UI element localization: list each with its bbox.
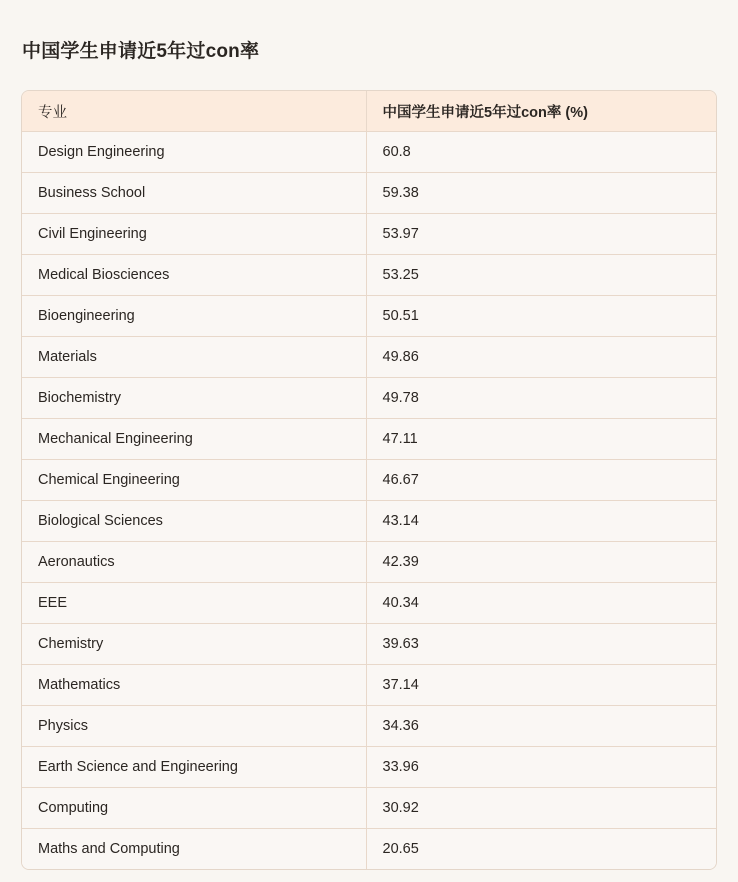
header-rate: 中国学生申请近5年过con率 (%) — [366, 91, 716, 132]
cell-major: Medical Biosciences — [22, 255, 366, 296]
cell-rate: 30.92 — [366, 788, 716, 829]
cell-rate: 20.65 — [366, 829, 716, 870]
table-row — [22, 255, 716, 296]
cell-major: Mechanical Engineering — [22, 419, 366, 460]
table-row — [22, 460, 716, 501]
cell-rate: 49.86 — [366, 337, 716, 378]
table-row — [22, 624, 716, 665]
cell-rate: 46.67 — [366, 460, 716, 501]
table-row — [22, 583, 716, 624]
cell-rate: 40.34 — [366, 583, 716, 624]
table-row — [22, 173, 716, 214]
cell-rate: 47.11 — [366, 419, 716, 460]
cell-rate: 37.14 — [366, 665, 716, 706]
table-row — [22, 214, 716, 255]
table-row — [22, 296, 716, 337]
cell-rate: 53.25 — [366, 255, 716, 296]
cell-major: Design Engineering — [22, 132, 366, 173]
table-row — [22, 665, 716, 706]
cell-major: Bioengineering — [22, 296, 366, 337]
cell-rate: 59.38 — [366, 173, 716, 214]
cell-rate: 39.63 — [366, 624, 716, 665]
table-header-row — [22, 91, 716, 132]
cell-rate: 42.39 — [366, 542, 716, 583]
table-row — [22, 132, 716, 173]
table-row — [22, 419, 716, 460]
table-row — [22, 829, 716, 870]
cell-major: Chemistry — [22, 624, 366, 665]
cell-major: Biological Sciences — [22, 501, 366, 542]
cell-major: Civil Engineering — [22, 214, 366, 255]
table-row — [22, 788, 716, 829]
cell-major: Business School — [22, 173, 366, 214]
cell-rate: 49.78 — [366, 378, 716, 419]
table-row — [22, 337, 716, 378]
cell-rate: 33.96 — [366, 747, 716, 788]
cell-major: Chemical Engineering — [22, 460, 366, 501]
table-row — [22, 378, 716, 419]
cell-rate: 50.51 — [366, 296, 716, 337]
cell-major: Computing — [22, 788, 366, 829]
data-table-container — [21, 90, 717, 870]
table-row — [22, 747, 716, 788]
cell-major: Earth Science and Engineering — [22, 747, 366, 788]
page-title: 中国学生申请近5年过con率 — [22, 41, 260, 62]
cell-major: Maths and Computing — [22, 829, 366, 870]
header-major: 专业 — [22, 91, 366, 132]
table-row — [22, 542, 716, 583]
cell-rate: 60.8 — [366, 132, 716, 173]
cell-major: Biochemistry — [22, 378, 366, 419]
data-table — [22, 91, 716, 869]
cell-major: Physics — [22, 706, 366, 747]
cell-major: Materials — [22, 337, 366, 378]
table-row — [22, 501, 716, 542]
cell-rate: 34.36 — [366, 706, 716, 747]
cell-rate: 53.97 — [366, 214, 716, 255]
cell-major: Mathematics — [22, 665, 366, 706]
table-row — [22, 706, 716, 747]
cell-major: Aeronautics — [22, 542, 366, 583]
cell-rate: 43.14 — [366, 501, 716, 542]
cell-major: EEE — [22, 583, 366, 624]
